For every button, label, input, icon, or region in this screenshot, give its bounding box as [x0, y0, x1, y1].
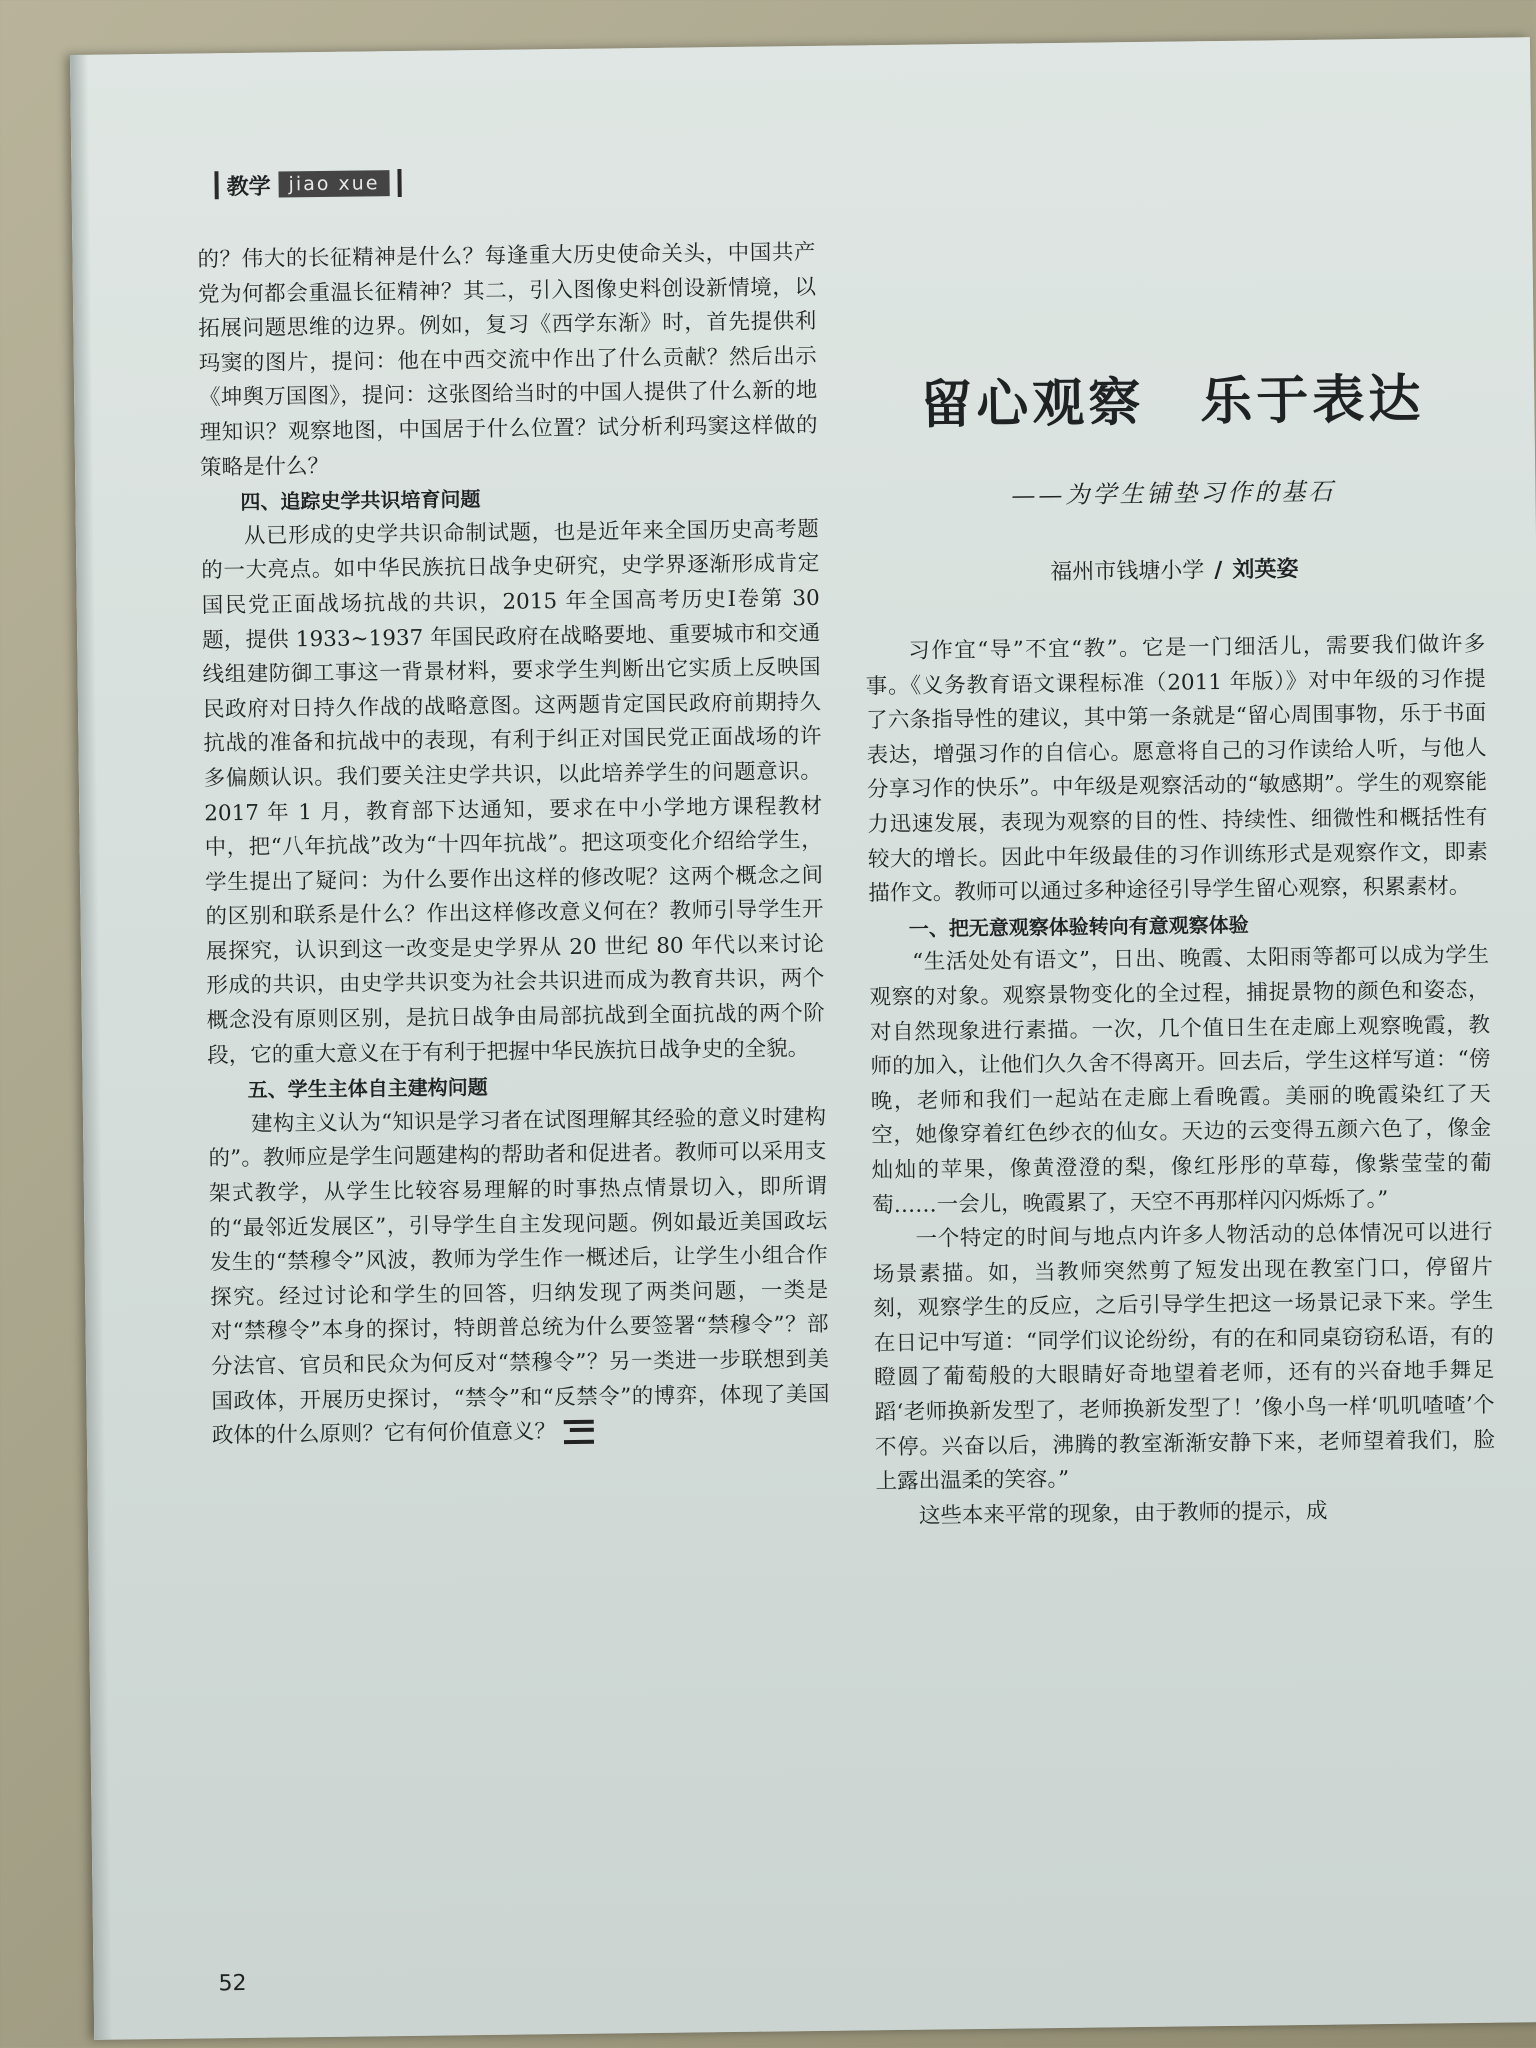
paragraph-continued: 的？伟大的长征精神是什么？每逢重大历史使命关头，中国共产党为何都会重温长征精神？其二，引入图像史料创设新情境，以拓展问题思维的边界。例如，复习《西学东渐》时，首先提供利玛窦的图片，提问：他在中西交流中作出了什么贡献？然后出示《坤舆万国图》，提问：这张图给当时的中国人提供了什么新的地理知识？观察地图，中国居于什么位置？试分析利玛窦这样做的策略是什么？ — [197, 239, 818, 481]
section-heading-5: 五、学生主体自主建构问题 — [247, 1075, 488, 1103]
page-spine-shadow — [70, 55, 112, 2040]
page-number: 52 — [218, 1970, 247, 1997]
byline-separator: / — [1214, 557, 1223, 584]
running-header — [206, 166, 409, 202]
header-bar-right — [397, 169, 401, 197]
section-label: 教学 — [226, 174, 271, 200]
header-bar-left — [214, 171, 218, 199]
section-heading-4: 四、追踪史学共识培育问题 — [240, 487, 481, 515]
paragraph-section-4: 从已形成的史学共识命制试题，也是近年来全国历史高考题的一大亮点。如中华民族抗日战争史研究，史学界逐渐形成肯定国民党正面战场抗战的共识，2015 年全国高考历史Ⅰ卷第 30 题，提供 1933~1937 年国民政府在战略要地、重要城市和交通线组建防御工事这一背景材料，要求学生判断出它实质上反映国民政府对日持久作战的战略意图。这两题肯定国民政府前期持久抗战的准备和抗战中的表现，有利于纠正对国民党正面战场的许多偏颇认识。我们要关注史学共识，以此培养学生的问题意识。2017 年 1 月，教育部下达通知，要求在中小学地方课程教材中，把“八年抗战”改为“十四年抗战”。把这项变化介绍给学生，学生提出了疑问：为什么要作出这样的修改呢？这两个概念之间的区别和联系是什么？作出这样修改意义何在？教师引导学生开展探究，认识到这一改变是史学界从 20 世纪 80 年代以来讨论形成的共识，由史学共识变为社会共识进而成为教育共识，两个概念没有原则区别，是抗日战争由局部抗战到全面抗战的两个阶段，它的重大意义在于有利于把握中华民族抗日战争史的全貌。 — [201, 516, 825, 1069]
section-heading-1: 一、把无意观察体验转向有意观察体验 — [908, 912, 1249, 941]
author-affiliation: 福州市钱塘小学 — [1050, 558, 1205, 586]
paragraph-continues: 这些本来平常的现象，由于教师的提示，成 — [918, 1498, 1328, 1529]
end-of-article-icon — [564, 1420, 594, 1444]
author-name: 刘英姿 — [1232, 557, 1299, 583]
article-title: 留心观察 乐于表达 — [919, 368, 1425, 436]
paragraph-section-5-text: 建构主义认为“知识是学习者在试图理解其经验的意义时建构的”。教师应是学生问题建构的帮助者和促进者。教师可以采用支架式教学，从学生比较容易理解的时事热点情景切入，即所谓的“最邻近发展区”，引导学生自主发现问题。例如最近美国政坛发生的“禁穆令”风波，教师为学生作一概述后，让学生小组合作探究。经过讨论和学生的回答，归纳发现了两类问题，一类是对“禁穆令”本身的探讨，特朗普总统为什么要签署“禁穆令”？部分法官、官员和民众为何反对“禁穆令”？另一类进一步联想到美国政体，开展历史探讨，“禁令”和“反禁令”的博弈，体现了美国政体的什么原则？它有何价值意义？ — [208, 1104, 830, 1449]
byline — [864, 550, 1484, 589]
article-subtitle: ——为学生铺垫习作的基石 — [1011, 477, 1336, 510]
left-column — [197, 236, 830, 1454]
section-label-pinyin: jiao xue — [278, 170, 389, 197]
paragraph-scene-sketch: 一个特定的时间与地点内许多人物活动的总体情况可以进行场景素描。如，当教师突然剪了短发出现在教室门口，停留片刻，观察学生的反应，之后引导学生把这一场景记录下来。学生在日记中写道：“同学们议论纷纷，有的在和同桌窃窃私语，有的瞪圆了葡萄般的大眼睛好奇地望着老师，还有的兴奋地手舞足蹈‘老师换新发型了，老师换新发型了！’像小鸟一样‘叽叽喳喳’个不停。兴奋以后，沸腾的教室渐渐安静下来，老师望着我们，脸上露出温柔的笑容。” — [872, 1219, 1496, 1495]
right-column — [865, 628, 1496, 1535]
magazine-page — [70, 37, 1536, 2040]
paragraph-section-5 — [208, 1101, 830, 1454]
paragraph-section-1: “生活处处有语文”，日出、晚霞、太阳雨等都可以成为学生观察的对象。观察景物变化的全过程，捕捉景物的颜色和姿态，对自然现象进行素描。一次，几个值日生在走廊上观察晚霞，教师的加入，让他们久久舍不得离开。回去后，学生这样写道：“傍晚，老师和我们一起站在走廊上看晚霞。美丽的晚霞染红了天空，她像穿着红色纱衣的仙女。天边的云变得五颜六色了，像金灿灿的苹果，像黄澄澄的梨，像红彤彤的草莓，像紫莹莹的葡萄……一会儿，晚霞累了，天空不再那样闪闪烁烁了。” — [869, 943, 1492, 1218]
paragraph-intro: 习作宜“导”不宜“教”。它是一门细活儿，需要我们做许多事。《义务教育语文课程标准（2011 年版）》对中年级的习作提了六条指导性的建议，其中第一条就是“留心周围事物，乐于书面表达，增强习作的自信心。愿意将自己的习作读给人听，与他人分享习作的快乐”。中年级是观察活动的“敏感期”。学生的观察能力迅速发展，表现为观察的目的性、持续性、细微性和概括性有较大的增长。因此中年级最佳的习作训练形式是观察作文，即素描作文。教师可以通过多种途径引导学生留心观察，积累素材。 — [865, 631, 1488, 907]
